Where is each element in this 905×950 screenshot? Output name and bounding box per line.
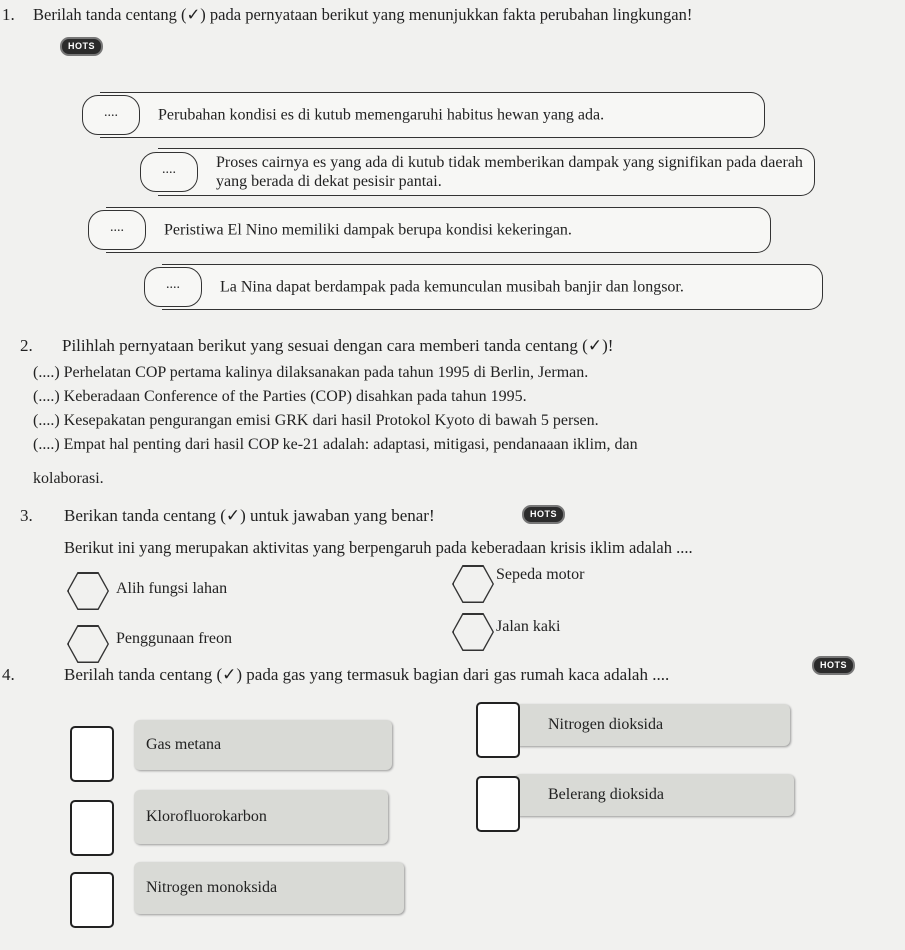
- q4-option-4-bar: [514, 774, 794, 816]
- q1-statement-1: [100, 92, 765, 138]
- statement-text: La Nina dapat berdampak pada kemunculan musibah banjir dan longsor.: [220, 278, 684, 296]
- q3-option-3-hexagon[interactable]: [67, 625, 109, 663]
- q2-item-4[interactable]: (....) Empat hal penting dari hasil COP ke-21 adalah: adaptasi, mitigasi, pendanaaan iklim, dan: [33, 436, 638, 453]
- q2-item-2[interactable]: (....) Keberadaan Conference of the Parties (COP) disahkan pada tahun 1995.: [33, 388, 527, 405]
- q4-option-2-label: Nitrogen dioksida: [548, 716, 664, 733]
- q4-option-5-bar: [134, 862, 404, 914]
- q1-text: Berilah tanda centang (✓) pada pernyataan berikut yang menunjukkan fakta perubahan lingkungan!: [33, 5, 693, 24]
- q2-item-3[interactable]: (....) Kesepakatan pengurangan emisi GRK dari hasil Protokol Kyoto di bawah 5 persen.: [33, 412, 599, 429]
- q1-statement-2: [158, 148, 815, 196]
- q3-option-4-hexagon[interactable]: [452, 613, 494, 651]
- q4-option-5-label: Nitrogen monoksida: [146, 879, 278, 896]
- checkbox-tag[interactable]: ....: [144, 267, 202, 307]
- q1-statement-4: [162, 264, 823, 310]
- q4-option-5-checkbox[interactable]: [70, 872, 114, 928]
- q1-statement-3: [106, 207, 771, 253]
- q3-hots-badge: HOTS: [522, 504, 565, 524]
- q4-number: 4.: [2, 665, 15, 684]
- q2-item-4-continued: kolaborasi.: [33, 470, 104, 487]
- q3-option-1-hexagon[interactable]: [67, 572, 109, 610]
- q1-number: 1.: [2, 5, 15, 24]
- q4-option-2-bar: [514, 704, 790, 746]
- q2-number: 2.: [20, 336, 33, 355]
- q3-option-1-label: Alih fungsi lahan: [116, 580, 228, 597]
- statement-text: Perubahan kondisi es di kutub memengaruhi habitus hewan yang ada.: [158, 106, 605, 124]
- q3-option-2-hexagon[interactable]: [452, 565, 494, 603]
- q4-hots-badge: HOTS: [812, 655, 855, 675]
- q4-option-3-label: Klorofluorokarbon: [146, 808, 267, 825]
- checkbox-tag[interactable]: ....: [88, 210, 146, 250]
- q4-option-2-checkbox[interactable]: [476, 702, 520, 758]
- q1-hots-badge: HOTS: [60, 36, 103, 56]
- q4-option-1-label: Gas metana: [146, 736, 222, 753]
- q3-option-3-label: Penggunaan freon: [116, 630, 232, 647]
- checkbox-tag[interactable]: ....: [140, 152, 198, 192]
- q3-question: Berikut ini yang merupakan aktivitas yang berpengaruh pada keberadaan krisis iklim adalah ....: [64, 538, 693, 557]
- q4-option-1-bar: [134, 720, 392, 770]
- statement-text: Proses cairnya es yang ada di kutub tidak memberikan dampak yang signifikan pada daerah yang berada di dekat pesisir pantai.: [216, 154, 803, 190]
- q2-item-1[interactable]: (....) Perhelatan COP pertama kalinya dilaksanakan pada tahun 1995 di Berlin, Jerman.: [33, 364, 589, 381]
- statement-text: Peristiwa El Nino memiliki dampak berupa kondisi kekeringan.: [164, 221, 572, 239]
- q4-option-4-checkbox[interactable]: [476, 776, 520, 832]
- q2-text: Pilihlah pernyataan berikut yang sesuai dengan cara memberi tanda centang (✓)!: [62, 336, 614, 355]
- q4-option-3-bar: [134, 790, 388, 844]
- q3-number: 3.: [20, 506, 33, 525]
- q4-option-3-checkbox[interactable]: [70, 800, 114, 856]
- q3-option-2-label: Sepeda motor: [496, 566, 585, 583]
- q4-option-4-label: Belerang dioksida: [548, 786, 664, 803]
- q3-text: Berikan tanda centang (✓) untuk jawaban yang benar!: [64, 506, 435, 525]
- q4-text: Berilah tanda centang (✓) pada gas yang termasuk bagian dari gas rumah kaca adalah ....: [64, 665, 670, 684]
- q4-option-1-checkbox[interactable]: [70, 726, 114, 782]
- q3-option-4-label: Jalan kaki: [496, 618, 561, 635]
- checkbox-tag[interactable]: ....: [82, 95, 140, 135]
